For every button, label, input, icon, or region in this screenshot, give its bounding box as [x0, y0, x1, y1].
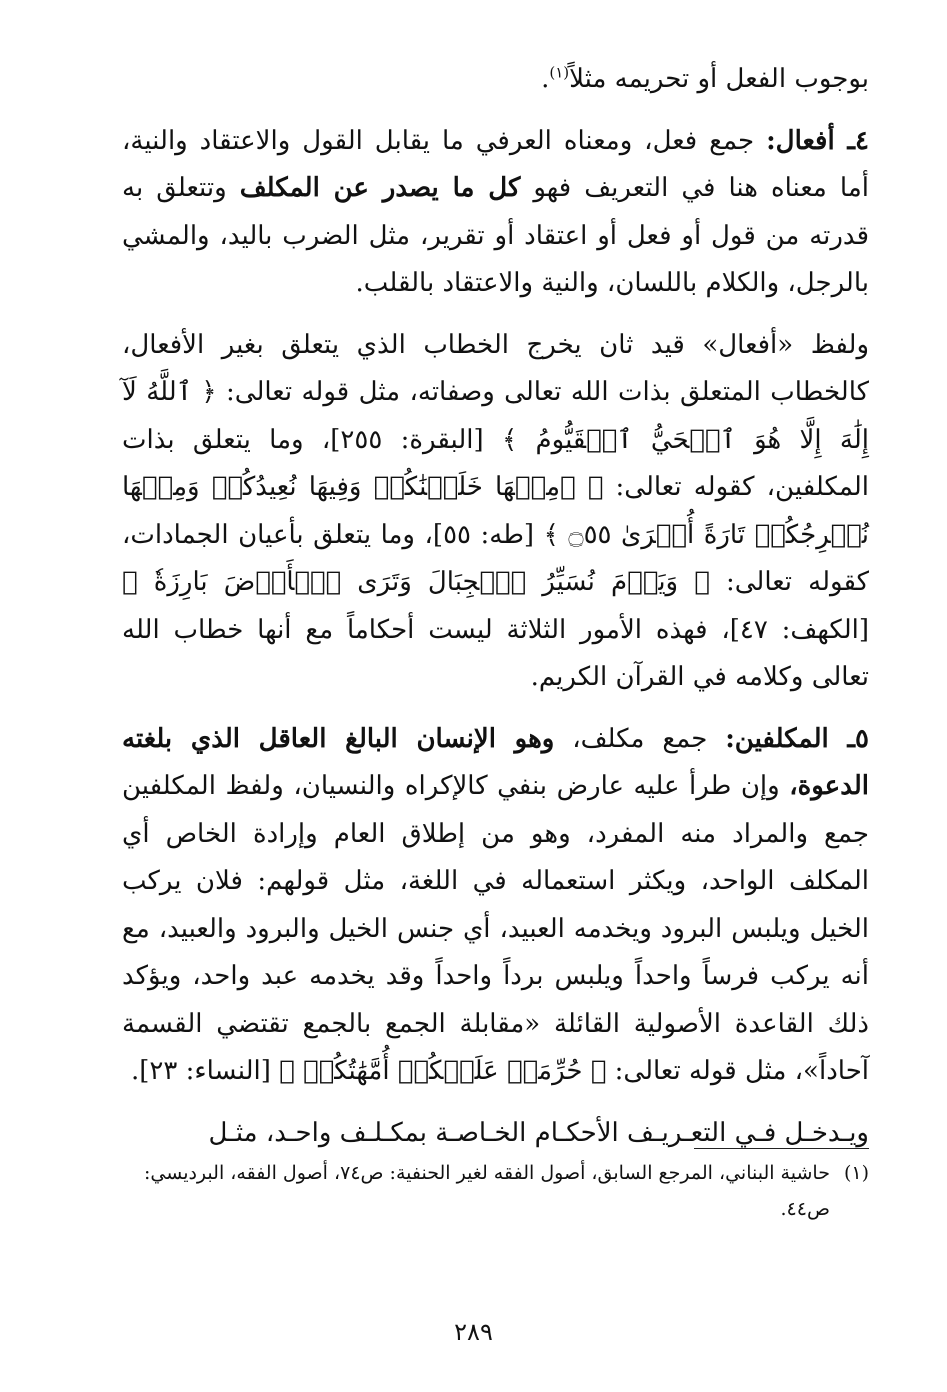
term-heading-afaal: ٤ـ أفعال:: [766, 125, 869, 156]
paragraph-text: جمع مكلف،: [554, 723, 726, 754]
paragraph-text-rest: وتتعلق به قدرته من قول أو فعل أو اعتقاد أو تقرير، مثل الضرب باليد، والمشي بالرجل، والكلام باللسان، والنية والاعتقاد بالقلب.: [122, 173, 869, 298]
paragraph-end: .: [541, 64, 550, 94]
footnote-text: حاشية البناني، المرجع السابق، أصول الفقه لغير الحنفية: ص٧٤، أصول الفقه، البرديسي: ص٤٤.: [144, 1162, 830, 1220]
paragraph-text: بوجوب الفعل أو تحريمه مثلاً: [569, 64, 869, 94]
paragraph-continuation: [122, 56, 869, 104]
footnote-number: (١): [843, 1162, 869, 1184]
paragraph-text: ويـدخـل فـي التعـريـف الأحكـام الخـاصـة بمكـلـف واحـد، مثـل: [208, 1117, 869, 1148]
definition-bold: وهو الإنسان البالغ العاقل الذي بلغته الدعوة،: [122, 723, 869, 801]
paragraph-text: ولفظ «أفعال» قيد ثان يخرج الخطاب الذي يتعلق بغير الأفعال، كالخطاب المتعلق بذات الله تعالى وصفاته، مثل قوله تعالى: ﴿ ٱللَّهُ لَآ إِلَٰهَ إِلَّا هُوَ ٱلۡحَيُّ ٱلۡقَيُّومُ ﴾ [البقرة: ٢٥٥]، وما يتعلق بذات المكلفين، كقوله تعالى: ﴿ ۞مِنۡهَا خَلَقۡنَٰكُمۡ وَفِيهَا نُعِيدُكُمۡ وَمِنۡهَا نُخۡرِجُكُمۡ تَارَةً أُخۡرَىٰ ۝٥٥ ﴾ [طه: ٥٥]، وما يتعلق بأعيان الجمادات، كقوله تعالى: ﴿ وَيَوۡمَ نُسَيِّرُ ٱلۡجِبَالَ وَتَرَى ٱلۡأَرۡضَ بَارِزَةٗ ﴾ [الكهف: ٤٧]، فهذه الأمور الثلاثة ليست أحكاماً مع أنها خطاب الله تعالى وكلامه في القرآن الكريم.: [122, 329, 869, 692]
definition-bold: كل ما يصدر عن المكلف: [239, 173, 521, 203]
term-heading-mukallafin: ٥ـ المكلفين:: [725, 723, 869, 754]
paragraph-afaal-qayd: [122, 322, 869, 702]
footnote-marker[interactable]: (١): [549, 63, 570, 82]
paragraph-text-rest: وإن طرأ عليه عارض بنفي كالإكراه والنسيان، ولفظ المكلفين جمع والمراد منه المفرد، وهو من إطلاق العام وإرادة الخاص أي المكلف الواحد، ويكثر استعماله في اللغة، مثل قولهم: فلان يركب الخيل ويلبس البرود ويخدمه العبيد، أي جنس الخيل والبرود والعبيد، مع أنه يركب فرساً واحداً ويلبس برداً واحداً وقد يخدمه عبد واحد، ويؤكد ذلك القاعدة الأصولية القائلة «مقابلة الجمع بالجمع تقتضي القسمة آحاداً»، مثل قوله تعالى: ﴿ حُرِّمَتۡ عَلَيۡكُمۡ أُمَّهَٰتُكُمۡ ﴾ [النساء: ٢٣].: [122, 771, 869, 1086]
footnote-separator: [694, 1148, 869, 1149]
footnote-item: [122, 1155, 869, 1227]
footnotes: [122, 1155, 869, 1227]
page-number: ٢٨٩: [454, 1318, 493, 1346]
paragraph-text: جمع فعل، ومعناه العرفي ما يقابل القول والاعتقاد والنية، أما معناه هنا في التعريف فهو: [122, 125, 869, 203]
paragraph-last-line: [122, 1110, 869, 1158]
paragraph-mukallafin: [122, 716, 869, 1096]
paragraph-afaal: [122, 118, 869, 308]
